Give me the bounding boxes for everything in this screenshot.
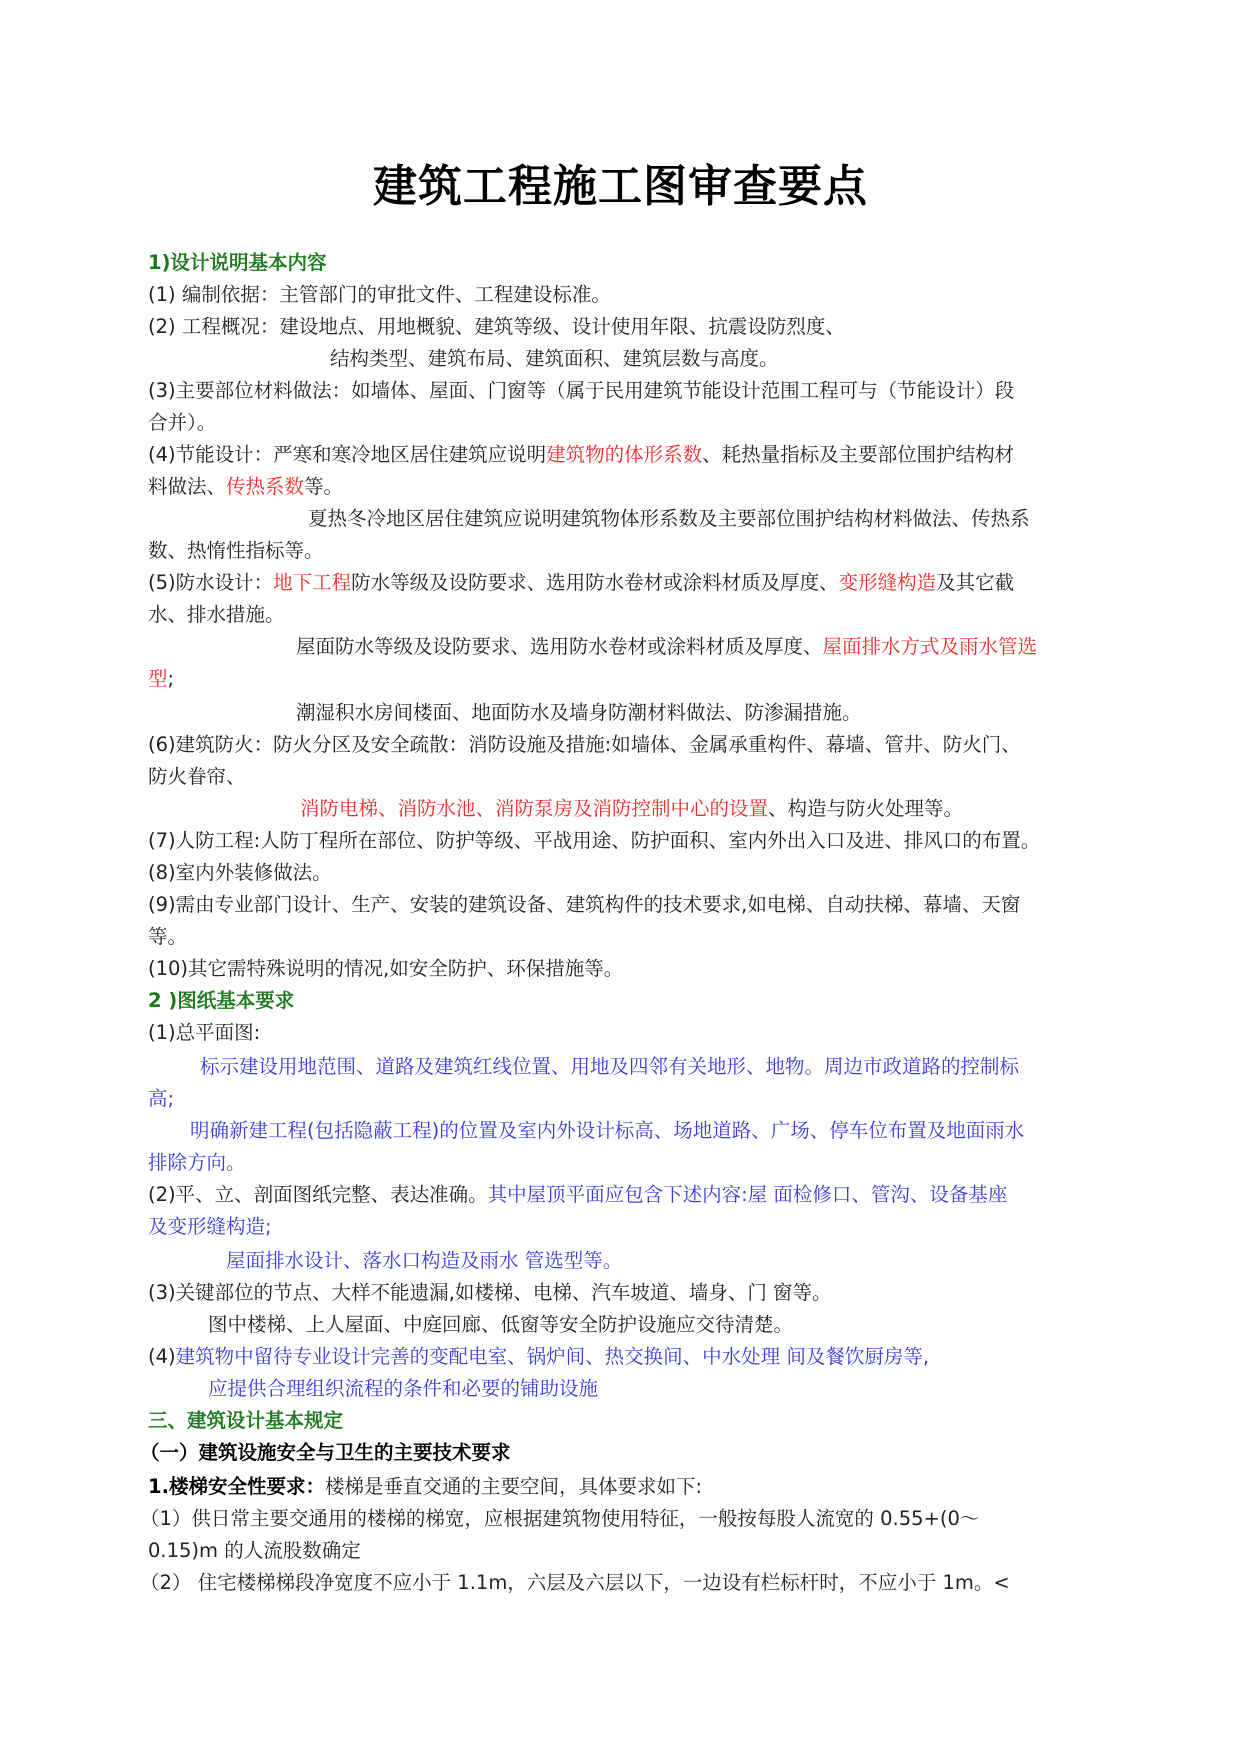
text-line [148, 1344, 1128, 1370]
text-line: (1) 编制依据：主管部门的审批文件、工程建设标准。 [148, 283, 611, 306]
highlight-text: 变形缝构造 [838, 571, 937, 594]
text-line [148, 1474, 1128, 1500]
subsection-heading: （一）建筑设施安全与卫生的主要技术要求 [140, 1441, 511, 1464]
text-line: 防火眷帘、 [148, 765, 246, 788]
text-line: 0.15)m 的人流股数确定 [148, 1539, 361, 1562]
text-line [148, 570, 1128, 596]
highlight-text: 传热系数 [226, 475, 305, 498]
text-line: 合并）。 [148, 411, 217, 434]
text-line: 水、排水措施。 [148, 603, 285, 626]
text-line: 结构类型、建筑布局、建筑面积、建筑层数与高度。 [330, 347, 779, 370]
text-span: 屋面防水等级及设防要求、选用防水卷材或涂料材质及厚度、 [296, 635, 823, 658]
highlight-text: 建筑物的体形系数 [546, 443, 703, 466]
text-span: 等。 [304, 475, 344, 498]
text-line: (3)主要部位材料做法：如墙体、屋面、门窗等（属于民用建筑节能设计范围工程可与（节能设计）段 [148, 379, 1015, 402]
text-line: (7)人防工程:人防丁程所在部位、防护等级、平战用途、防护面积、室内外出入口及进、排风口的布置。 [148, 829, 1041, 852]
text-line: 及变形缝构造; [148, 1215, 272, 1238]
highlight-text: 屋面排水方式及雨水管选 [822, 635, 1038, 658]
highlight-text: 型 [148, 667, 168, 690]
text-line: 夏热冬冷地区居住建筑应说明建筑物体形系数及主要部位围护结构材料做法、传热系 [308, 507, 1030, 530]
text-line: (9)需由专业部门设计、生产、安装的建筑设备、建筑构件的技术要求,如电梯、自动扶梯、幕墙、天窗 [148, 893, 1021, 916]
bold-lead: 1.楼梯安全性要求： [148, 1475, 325, 1498]
text-span: 、耗热量指标及主要部位围护结构材 [702, 443, 1015, 466]
text-line [148, 666, 1128, 692]
text-span: 料做法、 [148, 475, 227, 498]
text-span: (5)防水设计： [148, 571, 274, 594]
text-line [148, 1182, 1128, 1208]
text-line: 标示建设用地范围、道路及建筑红线位置、用地及四邻有关地形、地物。周边市政道路的控制标 [200, 1055, 1020, 1078]
highlight-text: 消防电梯、消防水池、消防泵房及消防控制中心的设置 [300, 797, 769, 820]
text-line: (2) 工程概况：建设地点、用地概貌、建筑等级、设计使用年限、抗震设防烈度、 [148, 315, 845, 338]
text-line: 等。 [148, 925, 188, 948]
text-line: 数、热惰性指标等。 [148, 539, 324, 562]
text-span: ; [167, 667, 175, 690]
text-span: 楼梯是垂直交通的主要空间，具体要求如下: [324, 1475, 703, 1498]
text-line: 明确新建工程(包括隐蔽工程)的位置及室内外设计标高、场地道路、广场、停车位布置及地面雨水 [190, 1119, 1025, 1142]
text-span: 、构造与防火处理等。 [768, 797, 964, 820]
text-line [296, 634, 1126, 660]
section-2-heading: 2 )图纸基本要求 [148, 989, 295, 1012]
text-span: (4)节能设计：严寒和寒冷地区居住建筑应说明 [148, 443, 547, 466]
text-span: (2)平、立、剖面图纸完整、表达准确。 [148, 1183, 488, 1206]
text-line: (1)总平面图: [148, 1021, 261, 1044]
text-line: 应提供合理组织流程的条件和必要的铺助设施 [208, 1377, 599, 1400]
text-line [300, 796, 1126, 822]
text-line: (6)建筑防火：防火分区及安全疏散：消防设施及措施:如墙体、金属承重构件、幕墙、管井、防火门、 [148, 733, 1021, 756]
text-line: （2） 住宅楼梯梯段净宽度不应小于 1.1m，六层及六层以下，一边设有栏标杆时，不应小于 1m。< [140, 1571, 1010, 1594]
text-line [148, 442, 1128, 468]
section-3-heading: 三、建筑设计基本规定 [148, 1409, 344, 1432]
text-line: 潮湿积水房间楼面、地面防水及墙身防潮材料做法、防渗漏措施。 [296, 701, 862, 724]
text-span: 及其它截 [936, 571, 1015, 594]
text-line [148, 474, 1128, 500]
highlight-text: 建筑物中留待专业设计完善的变配电室、锅炉间、热交换间、中水处理 间及餐饮厨房等, [175, 1345, 930, 1368]
text-span: (4) [148, 1345, 176, 1368]
text-line: (10)其它需特殊说明的情况,如安全防护、环保措施等。 [148, 957, 624, 980]
text-line: （1）供日常主要交通用的楼梯的梯宽，应根据建筑物使用特征，一般按每股人流宽的 0.55+(0～ [140, 1507, 980, 1530]
text-line: 图中楼梯、上人屋面、中庭回廊、低窗等安全防护设施应交待清楚。 [208, 1313, 794, 1336]
text-line: 高; [148, 1087, 175, 1110]
highlight-text: 地下工程 [273, 571, 352, 594]
text-line: 排除方向。 [148, 1151, 246, 1174]
text-line: (3)关键部位的节点、大样不能遗漏,如楼梯、电梯、汽车坡道、墙身、门 窗等。 [148, 1281, 832, 1304]
highlight-text: 其中屋顶平面应包含下述内容:屋 面检修口、管沟、设备基座 [487, 1183, 1008, 1206]
page-title: 建筑工程施工图审查要点 [373, 161, 868, 212]
text-span: 防水等级及设防要求、选用防水卷材或涂料材质及厚度、 [351, 571, 839, 594]
section-1-heading: 1)设计说明基本内容 [148, 251, 327, 274]
text-line: 屋面排水设计、落水口构造及雨水 管选型等。 [226, 1249, 623, 1272]
text-line: (8)室内外装修做法。 [148, 861, 332, 884]
